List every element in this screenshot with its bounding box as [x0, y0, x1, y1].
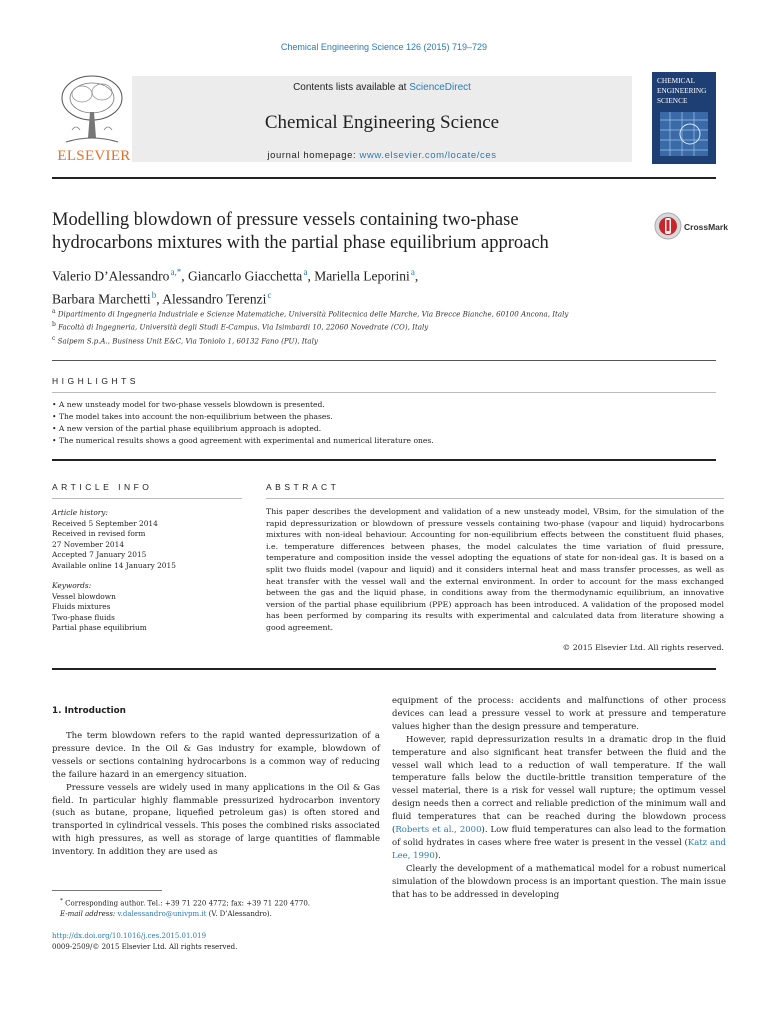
author-affiliation-mark[interactable]: b [151, 289, 157, 300]
history-item: Accepted 7 January 2015 [52, 550, 147, 559]
paragraph-text: ). Low fluid temperatures can also lead to the formation of solid hydrates in cases where free water is present in the vessel ( [392, 825, 726, 848]
footnote-text: Corresponding author. Tel.: +39 71 220 4772; fax: +39 71 220 4770. [65, 899, 311, 908]
affiliation-mark: c [52, 334, 56, 342]
body-paragraph: equipment of the process: accidents and malfunctions of other process devices can lead a pressure vessel to work at pressure and temperature values higher than the design pressure and temperature. [392, 696, 726, 732]
citation-link[interactable]: Roberts et al., 2000 [395, 825, 482, 836]
footnote-line [60, 909, 390, 920]
article-info-divider [52, 498, 242, 499]
section-heading-introduction: 1. Introduction [52, 706, 126, 716]
body-paragraph: Pressure vessels are widely used in many applications in the Oil & Gas field. In particular highly flammable pressurized hydrocarbon inventory (such as butane, propane, liquefied petroleum gas) is often stored and transported in cylindrical vessels. This poses the combined risks associated with high pressures, as well as storage of large quantities of flammable inventory. In addition they are used as [52, 782, 380, 858]
affiliation-mark: b [52, 321, 56, 329]
article-title [52, 209, 642, 255]
corresponding-author-footnote [60, 896, 390, 919]
article-info [52, 508, 242, 634]
author-separator: , [307, 268, 315, 284]
paragraph-text: ). [434, 850, 441, 861]
highlight-item: • A new version of the partial phase equilibrium approach is adopted. [52, 424, 322, 433]
author-name: Alessandro Terenzi [162, 291, 267, 306]
author-name: Mariella Leporini [314, 268, 410, 284]
author-name: Barbara Marchetti [52, 291, 151, 306]
doi-block [52, 931, 382, 952]
header-divider [52, 177, 716, 179]
history-item: Available online 14 January 2015 [52, 560, 176, 570]
body-right-column [392, 695, 726, 902]
author-list [52, 263, 672, 308]
highlight-item: • The numerical results shows a good agreement with experimental and numerical literature ones. [52, 436, 434, 445]
crossmark-label: CrossMark [684, 222, 728, 232]
journal-masthead [52, 72, 716, 168]
affiliation-mark: a [52, 308, 56, 315]
author-line [52, 263, 672, 286]
affiliation-text: Saipem S.p.A., Business Unit E&C, Via Toniolo 1, 60132 Fano (PU), Italy [57, 336, 318, 346]
journal-cover-thumbnail[interactable] [652, 72, 716, 164]
author-name: Giancarlo Giacchetta [187, 268, 303, 284]
highlight-item: • The model takes into account the non-equilibrium between the phases. [52, 412, 333, 421]
author-affiliation-mark[interactable]: c [267, 289, 272, 300]
front-matter-bottom-divider [52, 668, 716, 670]
keyword-item: Fluids mixtures [52, 602, 111, 611]
elsevier-logo[interactable] [52, 72, 132, 168]
body-left-column [52, 730, 380, 859]
cover-art-icon [660, 112, 708, 156]
affiliation-item [52, 306, 712, 319]
doi-link[interactable]: http://dx.doi.org/10.1016/j.ces.2015.01.019 [52, 932, 207, 940]
affiliation-text: Dipartimento di Ingegneria Industriale e Scienze Matematiche, Università Politecnica delle Marche, Via Brecce Bianche, 60100 Ancona, Italy [57, 309, 569, 319]
article-info-label: ARTICLE INFO [52, 482, 153, 492]
author-separator: , [414, 268, 419, 284]
abstract-text: This paper describes the development and validation of a new unsteady model, VBsim, for the simulation of the rapid depressurization or blowdown of pressure vessels containing two-phase (vapour and liquid) hydrocarbons mixtures with non-ideal behaviour. Accounting for non-equilibrium effects between the constituent fluid phases, i.e. temperature differences between phases, the model calculates the time variation of fluid pressure, temperature and composition inside the vessel adopting the equations of state for non-ideal gas. It is based on a split two fluids model (vapour and liquid) and it considers internal heat and mass transfer processes, as well as heat transfer with the vessel wall and the external environment. In order to account for the mass exchanged between the gas and the liquid phase, in conditions away from the thermodynamic equilibrium, an innovative version of the partial phase equilibrium (PPE) approach has been introduced. A validation of the proposed model has been performed by comparing its results with experimental and calculated data from literature showing a good agreement. [266, 507, 724, 632]
affiliations [52, 306, 712, 346]
article-history-heading: Article history: [52, 508, 108, 517]
cover-title-line: SCIENCE [657, 96, 688, 105]
abstract-divider [266, 498, 724, 499]
keyword-item: Vessel blowdown [52, 591, 116, 601]
highlight-text: The model takes into account the non-equilibrium between the phases. [58, 412, 333, 421]
author-affiliation-mark[interactable]: a [303, 267, 308, 277]
journal-homepage-link[interactable]: www.elsevier.com/locate/ces [359, 150, 497, 161]
cover-title [657, 76, 713, 106]
issn-line: 0009-2509/© 2015 Elsevier Ltd. All rights reserved. [52, 942, 238, 951]
highlights-list [52, 399, 716, 447]
history-item: Received 5 September 2014 [52, 518, 158, 528]
keywords-heading: Keywords: [52, 581, 92, 590]
contents-prefix: Contents lists available at [293, 82, 410, 93]
affiliation-item [52, 319, 712, 332]
highlight-item: • A new unsteady model for two-phase vessels blowdown is presented. [52, 400, 325, 409]
highlights-label-divider [52, 392, 716, 393]
history-item: 27 November 2014 [52, 539, 125, 549]
abstract-label: ABSTRACT [266, 482, 340, 492]
author-affiliation-mark[interactable]: a [410, 267, 415, 277]
spacer [52, 571, 242, 581]
history-item: Received in revised form [52, 529, 146, 538]
body-paragraph: The term blowdown refers to the rapid wanted depressurization of a pressure device. In the Oil & Gas industry for example, blowdown of vessels or sections containing hydrocarbons is a common way of reducing the failure hazard in an emergency situation. [52, 731, 380, 780]
highlights-top-divider [52, 360, 716, 361]
contents-line [132, 82, 632, 93]
journal-reference[interactable]: Chemical Engineering Science 126 (2015) 719–729 [280, 42, 488, 52]
crossmark-badge[interactable] [654, 212, 734, 242]
author-separator: , [156, 291, 163, 306]
journal-header-box [132, 76, 632, 162]
elsevier-tree-icon [52, 72, 132, 148]
body-paragraph [392, 734, 726, 863]
cover-title-line: CHEMICAL [657, 76, 696, 85]
highlight-text: A new unsteady model for two-phase vessels blowdown is presented. [58, 400, 325, 409]
paragraph-text: However, rapid depressurization results in a dramatic drop in the fluid temperature and also significant heat transfer between the fluid and the vessel wall which lead to a reduction of wall temperature. If the wall temperature falls below the ductile-brittle transition temperature of the vessel material, there is a risk for vessel wall rupture; the optimum vessel design needs then a correct and reliable prediction of the minimum wall and fluid temperatures that can be reached during the blowdown process ( [392, 734, 726, 836]
article-title-line: hydrocarbons mixtures with the partial phase equilibrium approach [52, 233, 549, 253]
author-separator: , [181, 268, 188, 284]
email-label: E-mail address: [60, 909, 116, 918]
body-paragraph: Clearly the development of a mathematical model for a robust numerical simulation of the blowdown process is an important question. The main issue that has to be addressed in developing [392, 863, 726, 900]
affiliation-item [52, 333, 712, 346]
elsevier-wordmark: ELSEVIER [57, 148, 131, 164]
email-suffix: (V. D’Alessandro). [208, 909, 272, 918]
journal-title: Chemical Engineering Science [264, 112, 500, 133]
author-name: Valerio D’Alessandro [52, 268, 170, 284]
email-link[interactable]: v.dalessandro@univpm.it [117, 909, 207, 918]
highlights-bottom-divider [52, 459, 716, 461]
footnote-mark: * [60, 898, 63, 904]
keyword-item: Partial phase equilibrium [52, 623, 147, 632]
journal-homepage-line [132, 150, 632, 161]
homepage-prefix: journal homepage: [267, 150, 360, 161]
author-line [52, 286, 672, 309]
affiliation-text: Facoltà di Ingegneria, Università degli Studi E-Campus, Via Isimbardi 10, 22060 Novedrate (CO), Italy [58, 322, 429, 332]
citation-link[interactable]: Katz and Lee, 1990 [392, 837, 726, 861]
article-title-line: Modelling blowdown of pressure vessels containing two-phase [52, 210, 519, 230]
keyword-item: Two-phase fluids [52, 612, 115, 622]
footnote-divider [52, 890, 162, 891]
highlight-text: The numerical results shows a good agreement with experimental and numerical literature ones. [58, 436, 434, 445]
abstract-copyright: © 2015 Elsevier Ltd. All rights reserved. [562, 643, 724, 652]
highlight-text: A new version of the partial phase equilibrium approach is adopted. [58, 424, 322, 433]
author-affiliation-mark[interactable]: a,* [170, 267, 182, 277]
footnote-line [60, 896, 390, 909]
highlights-label: HIGHLIGHTS [52, 376, 139, 386]
sciencedirect-link[interactable]: ScienceDirect [409, 82, 471, 93]
cover-title-line: ENGINEERING [657, 86, 707, 95]
crossmark-icon [654, 212, 682, 240]
